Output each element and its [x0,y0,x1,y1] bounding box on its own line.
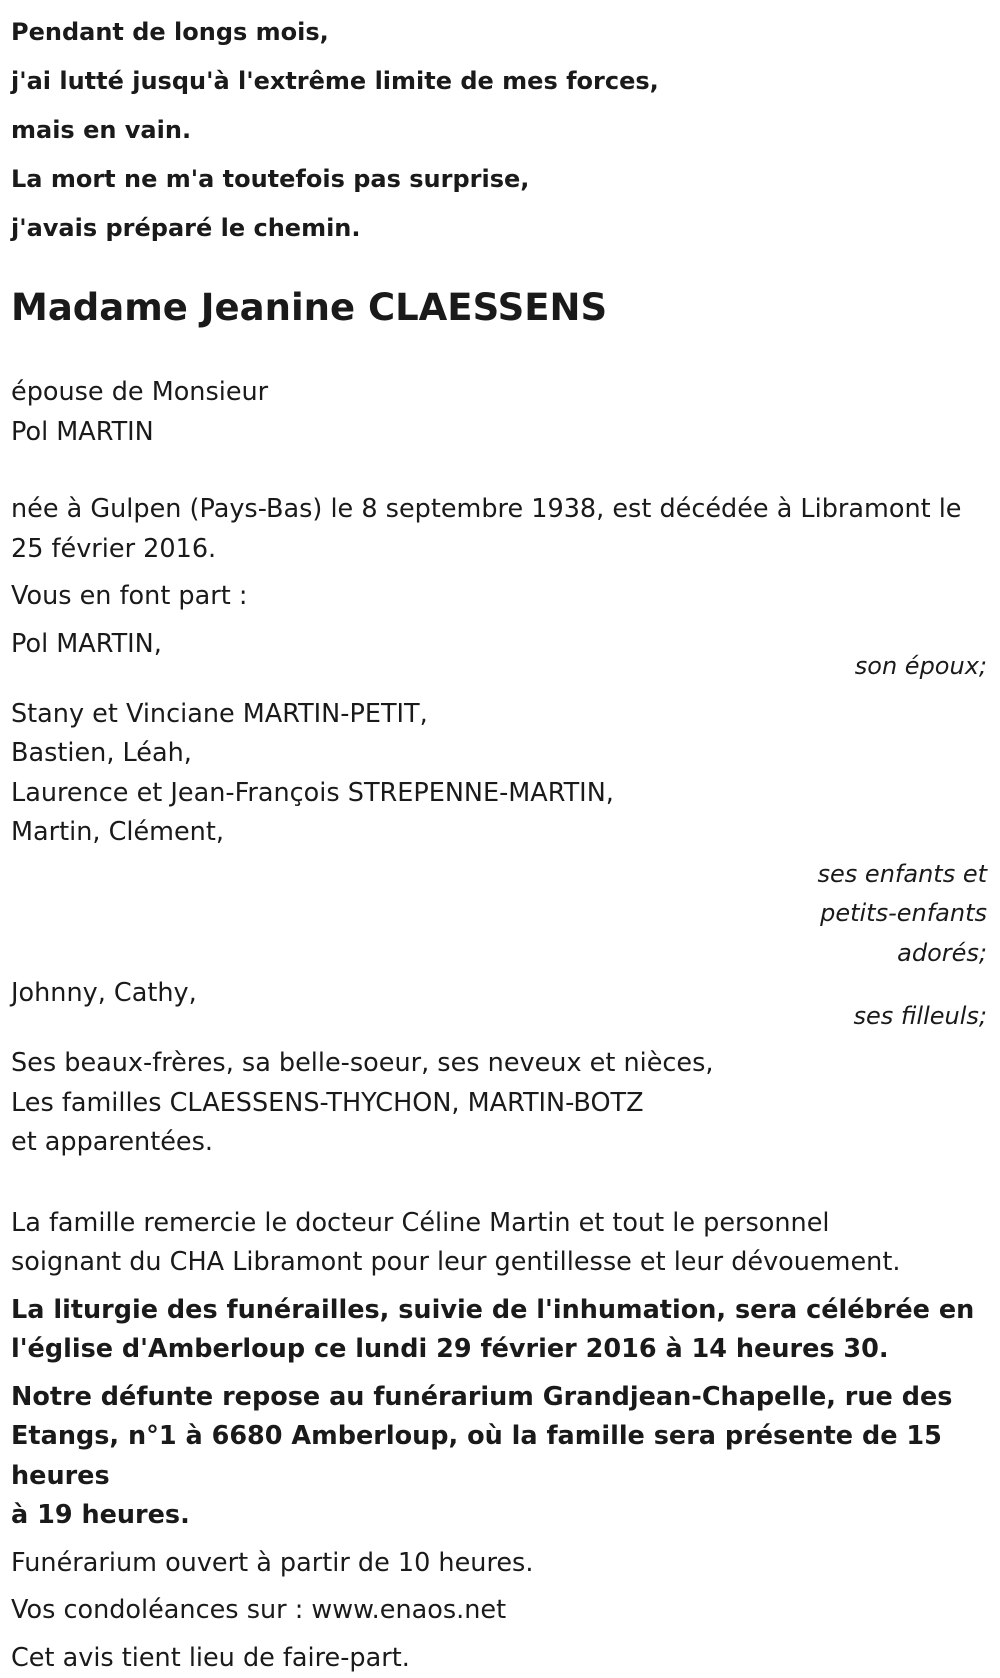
spouse-label: épouse de Monsieur [11,373,987,413]
funerarium-block [11,1378,987,1536]
spouse-block [11,373,987,452]
notice-line: Cet avis tient lieu de faire-part. [11,1639,987,1678]
thanks-line: La famille remercie le docteur Céline Martin et tout le personnel [11,1204,987,1244]
poem-line: mais en vain. [11,106,987,155]
obituary-notice [11,0,987,1678]
children-block [11,695,987,853]
spouse-name: Pol MARTIN [11,413,987,453]
condolences-line: Vos condoléances sur : www.enaos.net [11,1591,987,1631]
liturgy-line: La liturgie des funérailles, suivie de l'inhumation, sera célébrée en [11,1291,987,1331]
husband-name: Pol MARTIN, [11,625,987,665]
children-relation-line: petits-enfants [11,894,987,934]
families-line: Les familles CLAESSENS-THYCHON, MARTIN-BOTZ [11,1084,987,1124]
families-line: Ses beaux-frères, sa belle-soeur, ses neveux et nièces, [11,1044,987,1084]
thanks-block [11,1204,987,1283]
funerarium-line: à 19 heures. [11,1496,987,1536]
children-relation-line: adorés; [11,934,987,974]
funerarium-line: Notre défunte repose au funérarium Grandjean-Chapelle, rue des [11,1378,987,1418]
child-line: Bastien, Léah, [11,734,987,774]
child-line: Stany et Vinciane MARTIN-PETIT, [11,695,987,735]
poem-line: j'avais préparé le chemin. [11,204,987,253]
poem-line: j'ai lutté jusqu'à l'extrême limite de mes forces, [11,57,987,106]
liturgy-block [11,1291,987,1370]
child-line: Martin, Clément, [11,813,987,853]
liturgy-line: l'église d'Amberloup ce lundi 29 février 2016 à 14 heures 30. [11,1330,987,1370]
poem [11,8,987,253]
godchildren-names: Johnny, Cathy, [11,974,987,1014]
birth-death-line: née à Gulpen (Pays-Bas) le 8 septembre 1938, est décédée à Libramont le [11,490,987,530]
families-line: et apparentées. [11,1123,987,1163]
husband-relation: son époux; [11,647,987,687]
child-line: Laurence et Jean-François STREPENNE-MARTIN, [11,774,987,814]
deceased-name: Madame Jeanine CLAESSENS [11,283,987,333]
funerarium-line: Etangs, n°1 à 6680 Amberloup, où la famille sera présente de 15 heures [11,1417,987,1496]
birth-death-line: 25 février 2016. [11,530,987,570]
families-block [11,1044,987,1163]
poem-line: La mort ne m'a toutefois pas surprise, [11,155,987,204]
announce-intro: Vous en font part : [11,577,987,617]
children-relation [11,855,987,974]
thanks-line: soignant du CHA Libramont pour leur gentillesse et leur dévouement. [11,1243,987,1283]
poem-line: Pendant de longs mois, [11,8,987,57]
children-relation-line: ses enfants et [11,855,987,895]
birth-death-block [11,490,987,569]
godchildren-relation: ses filleuls; [11,997,987,1037]
open-hours: Funérarium ouvert à partir de 10 heures. [11,1544,987,1584]
